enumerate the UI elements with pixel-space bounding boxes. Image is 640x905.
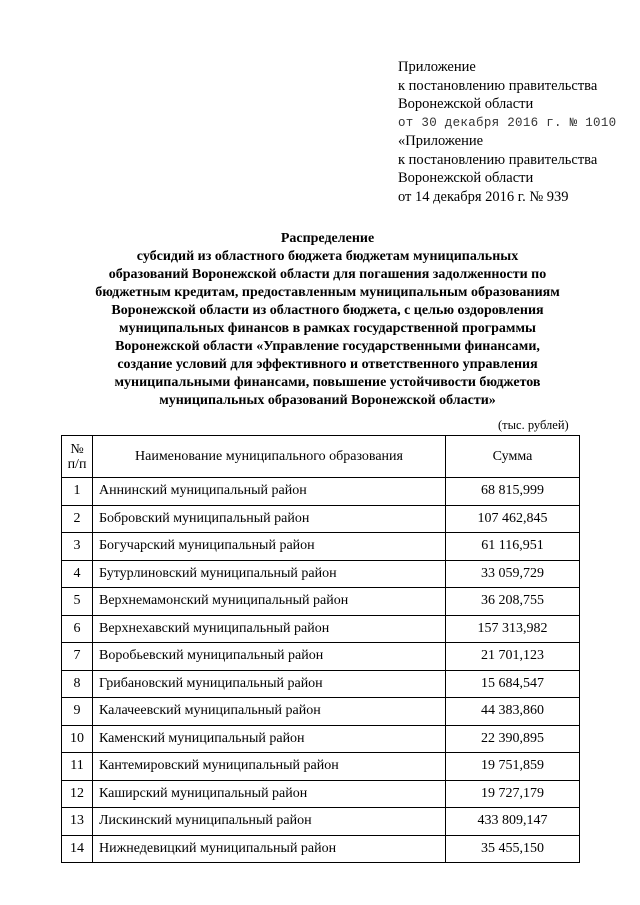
header-sum: Сумма [446,436,580,478]
table-row [62,533,580,561]
title-line: муниципальными финансами, повышение устойчивости бюджетов [114,375,541,390]
title-line: образований Воронежской области для погашения задолженности по [108,267,547,282]
table-row [62,588,580,616]
registration-stamp: от 30 декабря 2016 г. № 1010 [398,115,617,130]
document-title [80,230,575,410]
table-row [62,698,580,726]
row-name: Нижнедевицкий муниципальный район [93,835,446,863]
header-number-line1: № [70,441,84,457]
row-number: 6 [62,615,93,643]
row-sum: 433 809,147 [446,808,580,836]
title-line: субсидий из областного бюджета бюджетам муниципальных [136,249,519,264]
row-number: 13 [62,808,93,836]
row-sum: 44 383,860 [446,698,580,726]
row-sum: 68 815,999 [446,478,580,506]
row-sum: 36 208,755 [446,588,580,616]
row-sum: 157 313,982 [446,615,580,643]
title-line: муниципальных образований Воронежской области» [159,393,496,408]
title-line: бюджетным кредитам, предоставленным муниципальным образованиям [95,285,560,300]
title-line: муниципальных финансов в рамках государственной программы [119,321,536,336]
title-line: Воронежской области «Управление государственными финансами, [115,339,540,354]
appendix-line: к постановлению правительства [398,151,598,168]
row-sum: 19 751,859 [446,753,580,781]
row-name: Верхнехавский муниципальный район [93,615,446,643]
appendix-line: к постановлению правительства [398,77,598,94]
row-name: Верхнемамонский муниципальный район [93,588,446,616]
header-number [62,436,93,478]
row-sum: 19 727,179 [446,780,580,808]
table-row [62,753,580,781]
table-row [62,560,580,588]
row-number: 5 [62,588,93,616]
row-sum: 61 116,951 [446,533,580,561]
appendix-line: «Приложение [398,133,484,149]
row-name: Бобровский муниципальный район [93,505,446,533]
header-number-line2: п/п [67,456,87,472]
row-name: Каменский муниципальный район [93,725,446,753]
table-row [62,780,580,808]
title-line: создание условий для эффективного и ответственного управления [117,357,538,372]
row-sum: 107 462,845 [446,505,580,533]
subsidy-table [61,435,580,863]
row-number: 4 [62,560,93,588]
appendix-line: Воронежской области [398,96,534,112]
table-row [62,835,580,863]
row-sum: 33 059,729 [446,560,580,588]
units-note: (тыс. рублей) [498,418,569,432]
row-name: Бутурлиновский муниципальный район [93,560,446,588]
appendix-line: Воронежской области [398,170,534,186]
row-number: 3 [62,533,93,561]
row-name: Аннинский муниципальный район [93,478,446,506]
appendix-line: от 14 декабря 2016 г. № 939 [398,188,569,205]
row-name: Лискинский муниципальный район [93,808,446,836]
header-name: Наименование муниципального образования [93,436,446,478]
row-name: Грибановский муниципальный район [93,670,446,698]
row-number: 12 [62,780,93,808]
row-name: Воробьевский муниципальный район [93,643,446,671]
row-name: Калачеевский муниципальный район [93,698,446,726]
row-number: 10 [62,725,93,753]
row-name: Каширский муниципальный район [93,780,446,808]
row-sum: 15 684,547 [446,670,580,698]
row-number: 14 [62,835,93,863]
row-name: Богучарский муниципальный район [93,533,446,561]
row-sum: 22 390,895 [446,725,580,753]
table-row [62,615,580,643]
row-sum: 21 701,123 [446,643,580,671]
table-row [62,808,580,836]
row-number: 7 [62,643,93,671]
row-number: 8 [62,670,93,698]
row-number: 2 [62,505,93,533]
appendix-header [398,58,616,206]
table-row [62,725,580,753]
title-line: Распределение [280,231,375,246]
table-row [62,643,580,671]
row-number: 9 [62,698,93,726]
table-header-row [62,436,580,478]
row-sum: 35 455,150 [446,835,580,863]
row-number: 11 [62,753,93,781]
appendix-line: Приложение [398,59,476,75]
row-number: 1 [62,478,93,506]
table-row [62,478,580,506]
row-name: Кантемировский муниципальный район [93,753,446,781]
table-row [62,505,580,533]
table-row [62,670,580,698]
table-body [62,478,580,863]
title-line: Воронежской области из областного бюджета, с целью оздоровления [111,303,544,318]
